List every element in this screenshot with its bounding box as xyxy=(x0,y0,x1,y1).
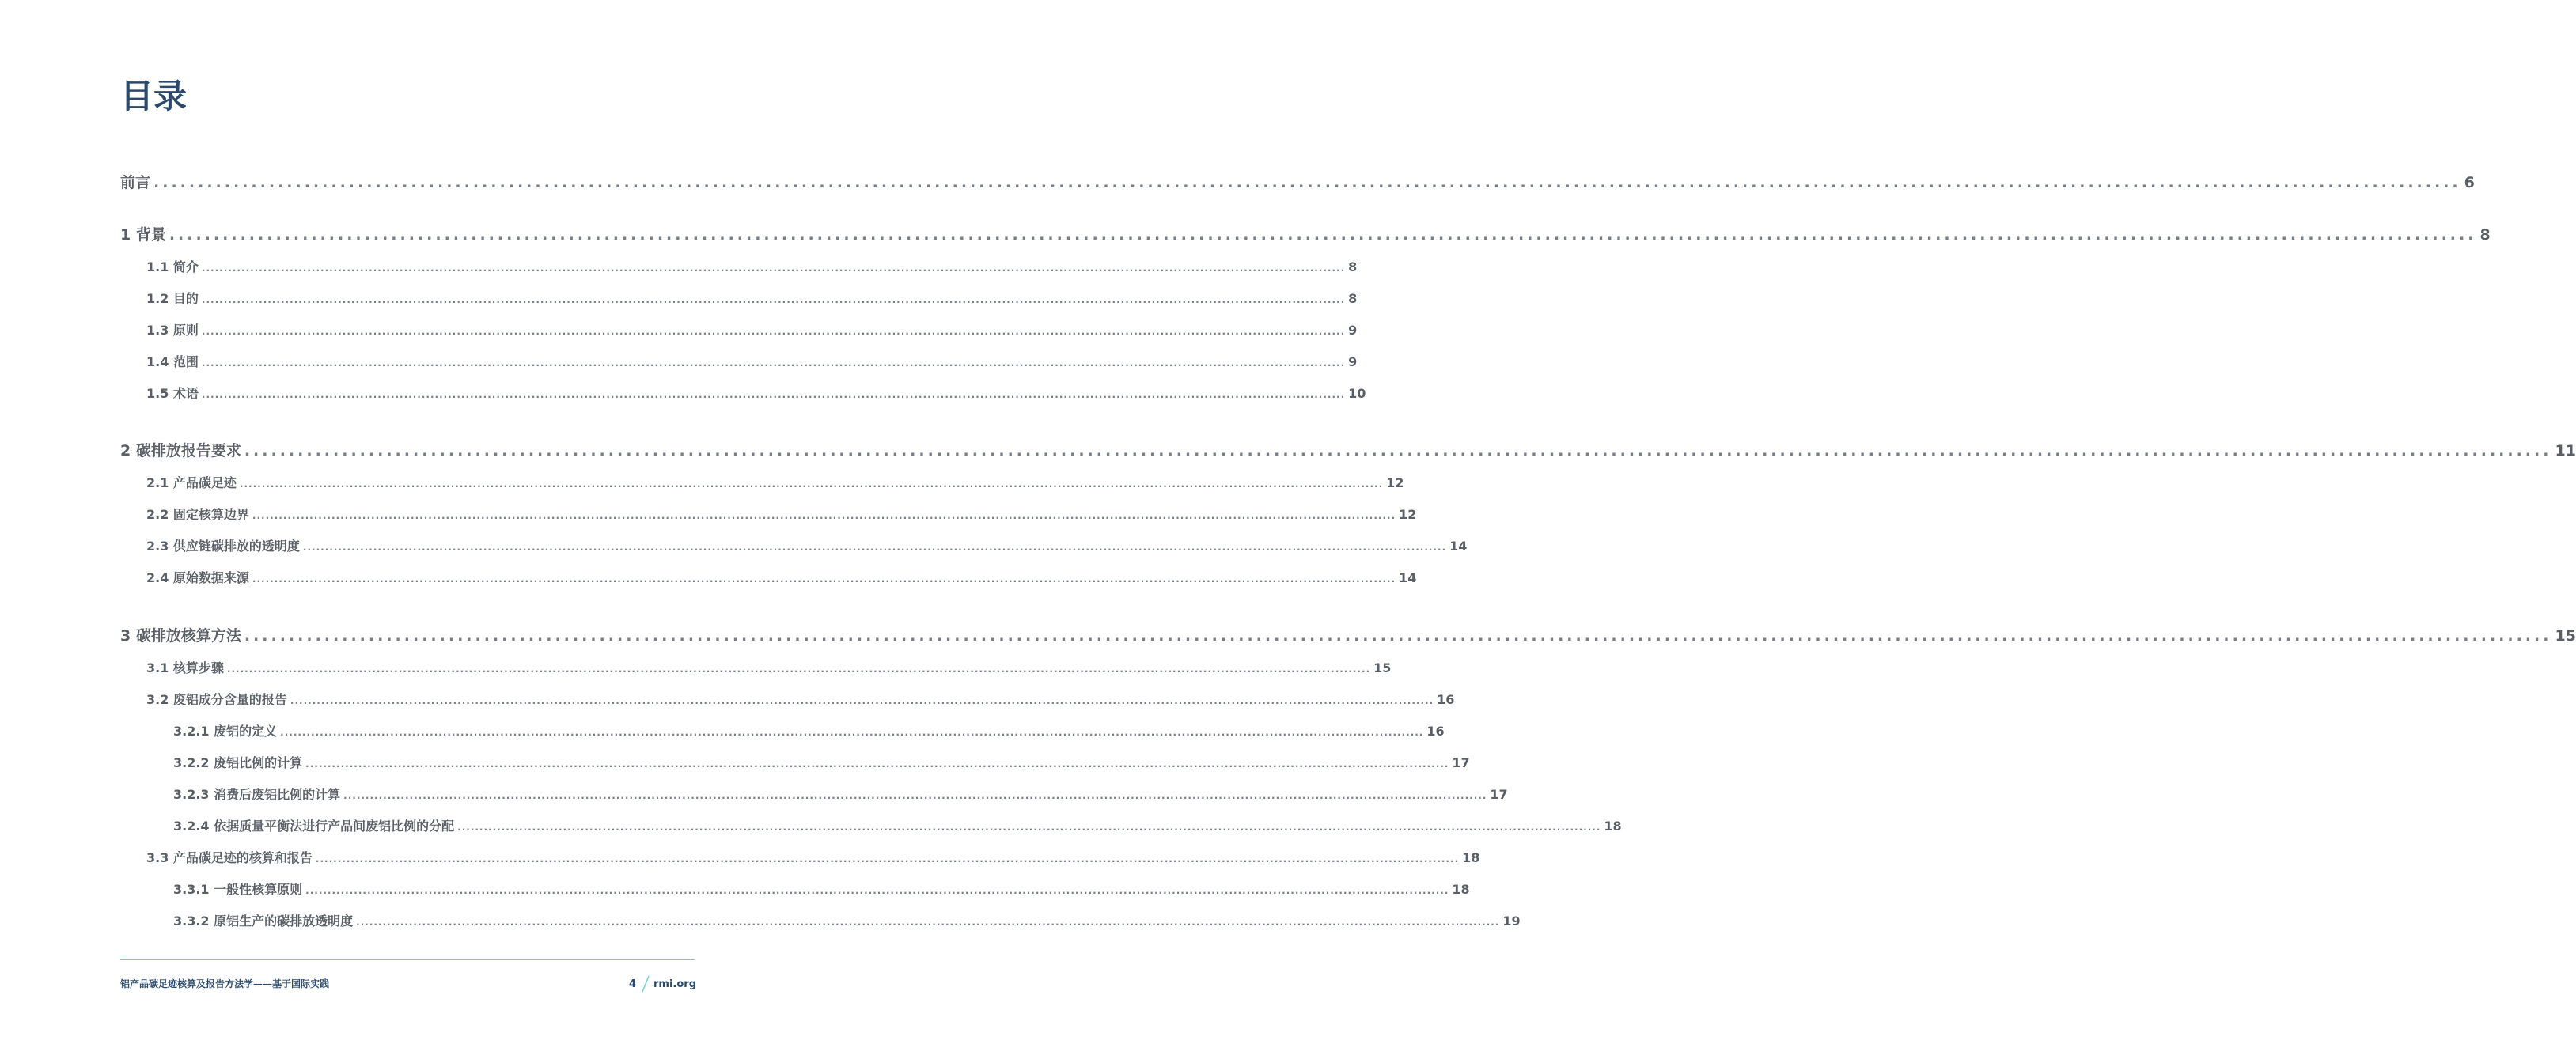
dot-leader: .................................................................................................................................................................................................................................................................... xyxy=(244,627,2552,645)
toc-entry-3-2-3[interactable] xyxy=(173,785,1508,804)
toc-entry-3-2-2[interactable] xyxy=(173,754,1470,773)
toc-entry-page: 9 xyxy=(1348,323,1358,338)
toc-entry-title: 3.2.2 废铝比例的计算 xyxy=(173,755,303,770)
toc-entry-page: 16 xyxy=(1437,692,1455,707)
toc-entry-page: 12 xyxy=(1386,475,1404,490)
dot-leader: .................................................................................................................................................................................................................................................................... xyxy=(169,226,2477,244)
footer-page-info xyxy=(629,974,696,993)
dot-leader: .................................................................................................................................................................................................................................................................... xyxy=(153,174,2461,191)
toc-entry-preface[interactable] xyxy=(120,171,2475,195)
dot-leader: .................................................................................................................................................................................................................................................................... xyxy=(252,573,1396,584)
toc-entry-page: 8 xyxy=(1348,259,1358,274)
toc-entry-title: 3.2.1 废铝的定义 xyxy=(173,724,278,739)
toc-entry-2-3[interactable] xyxy=(146,537,1468,556)
toc-entry-page: 10 xyxy=(1348,386,1366,401)
toc-entry-page: 19 xyxy=(1502,914,1521,929)
toc-entry-1-5[interactable] xyxy=(146,384,1366,403)
toc-entry-page: 18 xyxy=(1462,850,1480,865)
toc-entry-title: 3.3.2 原铝生产的碳排放透明度 xyxy=(173,914,354,929)
dot-leader: .................................................................................................................................................................................................................................................................... xyxy=(280,727,1424,738)
toc-entry-1-3[interactable] xyxy=(146,321,1358,340)
toc-entry-title: 1.1 简介 xyxy=(146,259,199,274)
dot-leader: .................................................................................................................................................................................................................................................................... xyxy=(356,917,1500,928)
toc-entry-title: 2.3 供应链碳排放的透明度 xyxy=(146,539,300,554)
toc-entry-title: 1.5 术语 xyxy=(146,386,199,401)
toc-entry-3-2-1[interactable] xyxy=(173,722,1445,741)
toc-entry-title: 2.2 固定核算边界 xyxy=(146,507,249,522)
toc-entry-3-2[interactable] xyxy=(146,690,1455,709)
dot-leader: .................................................................................................................................................................................................................................................................... xyxy=(201,389,1346,400)
dot-leader: .................................................................................................................................................................................................................................................................... xyxy=(302,542,1447,553)
dot-leader: .................................................................................................................................................................................................................................................................... xyxy=(315,853,1460,864)
dot-leader: .................................................................................................................................................................................................................................................................... xyxy=(305,758,1449,770)
toc-entry-title: 3.1 核算步骤 xyxy=(146,660,224,675)
toc-entry-page: 17 xyxy=(1452,755,1470,770)
dot-leader: .................................................................................................................................................................................................................................................................... xyxy=(226,664,1371,675)
toc-entry-title: 2 碳排放报告要求 xyxy=(120,442,241,460)
dot-leader: .................................................................................................................................................................................................................................................................... xyxy=(290,695,1434,706)
toc-entry-page: 18 xyxy=(1604,819,1622,834)
toc-entry-title: 3.3 产品碳足迹的核算和报告 xyxy=(146,850,313,865)
toc-entry-page: 9 xyxy=(1348,354,1358,369)
toc-entry-3-3-1[interactable] xyxy=(173,880,1470,899)
toc-entry-page: 14 xyxy=(1449,539,1468,554)
toc-entry-chapter-3[interactable] xyxy=(120,624,2576,648)
toc-entry-3-3[interactable] xyxy=(146,849,1480,868)
toc-entry-page: 11 xyxy=(2555,442,2576,460)
dot-leader: .................................................................................................................................................................................................................................................................... xyxy=(239,478,1384,490)
toc-entry-title: 3.2 废铝成分含量的报告 xyxy=(146,692,287,707)
toc-entry-title: 2.4 原始数据来源 xyxy=(146,570,249,585)
toc-entry-page: 15 xyxy=(2555,627,2576,645)
toc-entry-title: 1.2 目的 xyxy=(146,291,199,306)
toc-entry-page: 6 xyxy=(2464,174,2475,191)
toc-entry-page: 12 xyxy=(1399,507,1417,522)
toc-entry-3-3-2[interactable] xyxy=(173,912,1521,931)
toc-entry-1-1[interactable] xyxy=(146,258,1358,277)
toc-entry-page: 8 xyxy=(2479,226,2491,244)
toc-entry-title: 3.3.1 一般性核算原则 xyxy=(173,882,303,897)
toc-entry-title: 3.2.3 消费后废铝比例的计算 xyxy=(173,787,341,802)
dot-leader: .................................................................................................................................................................................................................................................................... xyxy=(252,510,1396,521)
toc-entry-2-1[interactable] xyxy=(146,474,1404,493)
toc-entry-title: 3 碳排放核算方法 xyxy=(120,627,241,645)
toc-entry-title: 3.2.4 依据质量平衡法进行产品间废铝比例的分配 xyxy=(173,819,455,834)
toc-entry-2-4[interactable] xyxy=(146,569,1417,588)
toc-entry-2-2[interactable] xyxy=(146,505,1417,524)
footer-divider xyxy=(120,959,695,960)
toc-entry-title: 1 背景 xyxy=(120,226,166,244)
dot-leader: .................................................................................................................................................................................................................................................................... xyxy=(244,442,2552,460)
page-number: 4 xyxy=(628,978,636,990)
toc-entry-chapter-2[interactable] xyxy=(120,439,2576,463)
toc-entry-page: 14 xyxy=(1399,570,1417,585)
toc-entry-title: 1.4 范围 xyxy=(146,354,199,369)
toc-entry-page: 8 xyxy=(1348,291,1358,306)
page-title: 目录 xyxy=(120,77,188,115)
footer-document-title: 铝产品碳足迹核算及报告方法学——基于国际实践 xyxy=(120,978,330,989)
toc-entry-title: 1.3 原则 xyxy=(146,323,199,338)
toc-entry-page: 16 xyxy=(1426,724,1445,739)
toc-entry-3-2-4[interactable] xyxy=(173,817,1622,836)
dot-leader: .................................................................................................................................................................................................................................................................... xyxy=(343,790,1487,801)
toc-entry-page: 18 xyxy=(1452,882,1470,897)
dot-leader: .................................................................................................................................................................................................................................................................... xyxy=(201,357,1346,369)
toc-entry-chapter-1[interactable] xyxy=(120,223,2491,247)
toc-entry-title: 前言 xyxy=(120,174,151,191)
dot-leader: .................................................................................................................................................................................................................................................................... xyxy=(201,326,1346,337)
dot-leader: .................................................................................................................................................................................................................................................................... xyxy=(201,263,1346,274)
toc-entry-1-2[interactable] xyxy=(146,289,1358,308)
footer-site-link[interactable]: rmi.org xyxy=(653,978,696,990)
dot-leader: .................................................................................................................................................................................................................................................................... xyxy=(457,822,1601,833)
dot-leader: .................................................................................................................................................................................................................................................................... xyxy=(201,294,1346,305)
dot-leader: .................................................................................................................................................................................................................................................................... xyxy=(305,885,1449,896)
toc-entry-1-4[interactable] xyxy=(146,353,1358,372)
toc-entry-3-1[interactable] xyxy=(146,659,1392,678)
slash-icon xyxy=(640,974,651,993)
toc-entry-title: 2.1 产品碳足迹 xyxy=(146,475,237,490)
toc-entry-page: 17 xyxy=(1490,787,1508,802)
toc-entry-page: 15 xyxy=(1373,660,1392,675)
